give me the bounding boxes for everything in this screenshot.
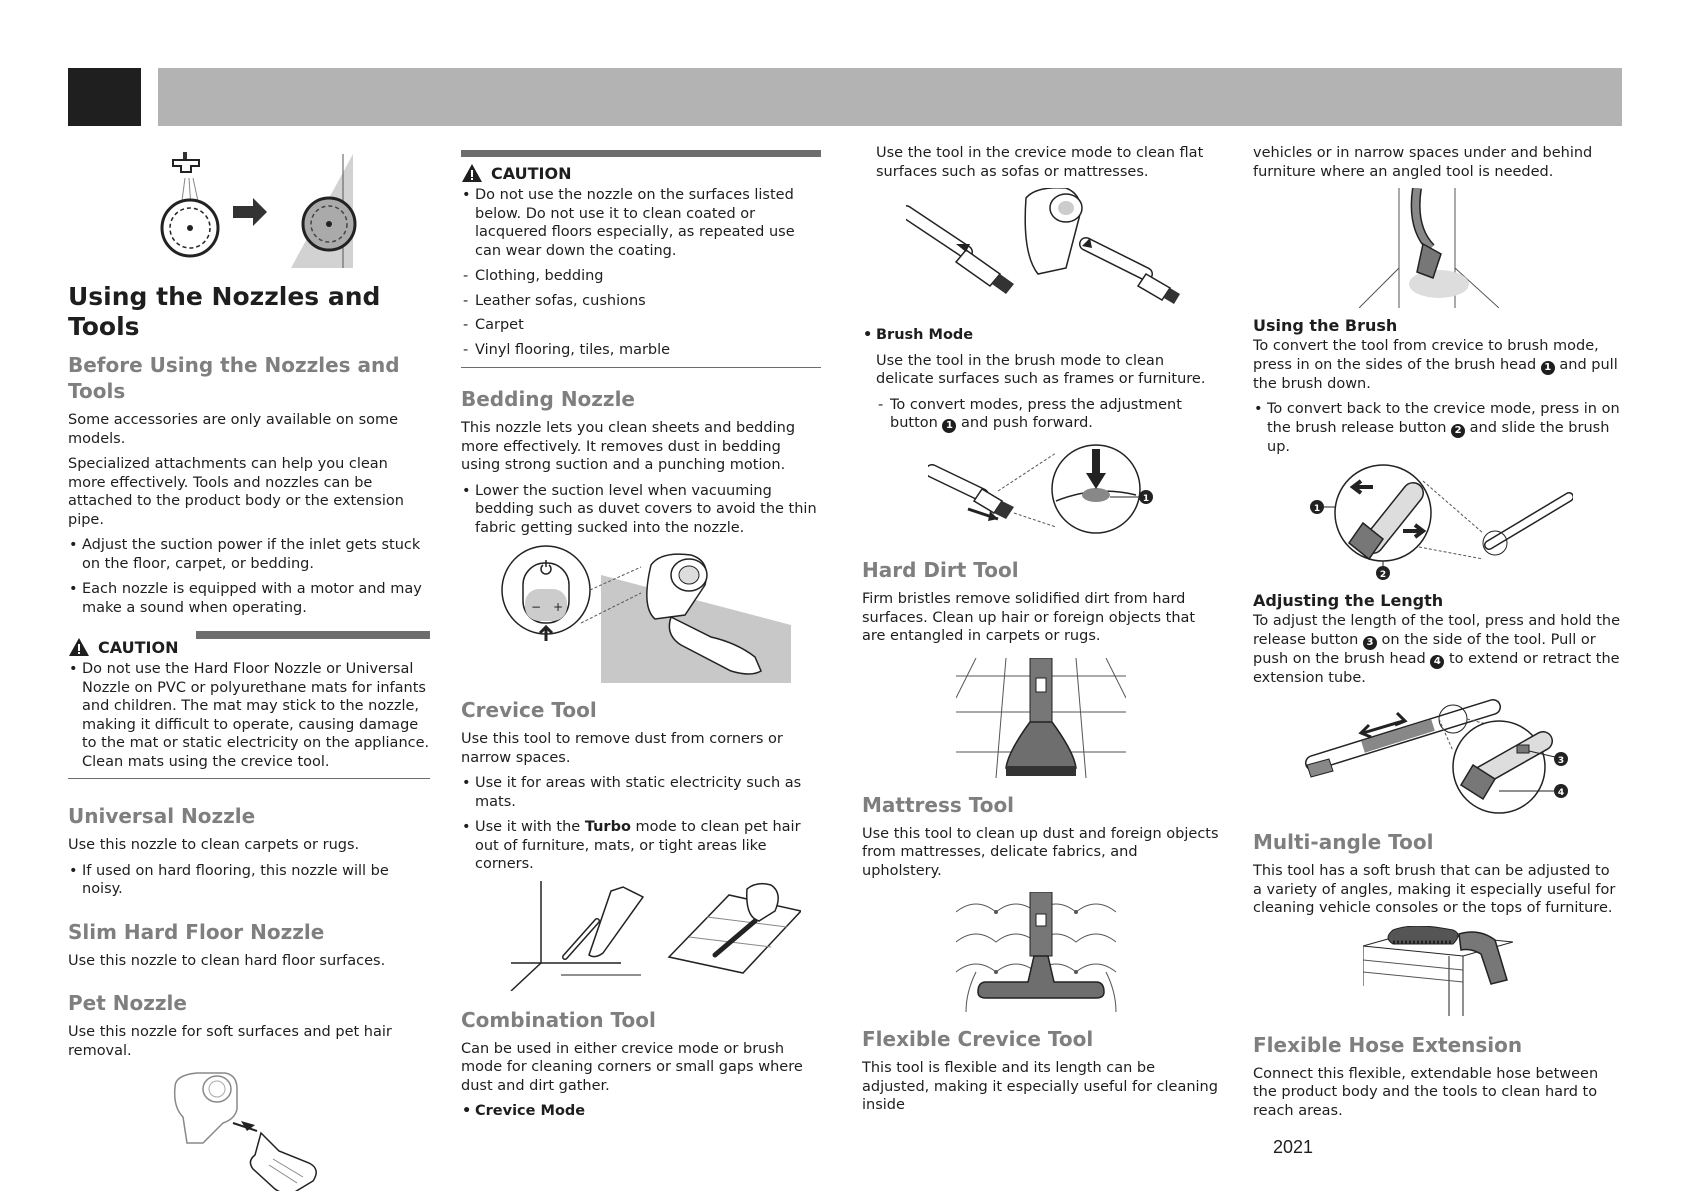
brush-convert-illustration bbox=[1303, 463, 1573, 581]
caution-text: • Do not use the Hard Floor Nozzle or Universal Nozzle on PVC or polyurethane mats for infants and children. The mat may stick to the nozzle, making it difficult to operate, causing damage to the mat or static electricity on the appliance. Clean mats using the crevice tool. bbox=[68, 660, 430, 771]
combination-crevice-illustration bbox=[906, 188, 1186, 318]
list-item: - Clothing, bedding bbox=[461, 267, 821, 286]
column-2 bbox=[461, 150, 821, 1128]
adjusting-length-p: To adjust the length of the tool, press and hold the release button 3 on the side of the tool. Pull or push on the brush head 4 to extend or retract the extension tube. bbox=[1253, 613, 1621, 686]
caution-box-1 bbox=[68, 631, 430, 779]
caution-label: CAUTION bbox=[98, 637, 179, 657]
hard-dirt-tool-heading: Hard Dirt Tool bbox=[862, 558, 1019, 582]
page-title: Using the Nozzles and Tools bbox=[68, 282, 381, 341]
fig-callout-1: 1 bbox=[1142, 494, 1150, 504]
wash-nozzle-illustration bbox=[123, 148, 383, 272]
header-black-block bbox=[68, 68, 141, 126]
universal-p: Use this nozzle to clean carpets or rugs. bbox=[68, 837, 360, 853]
adjust-length-illustration bbox=[1303, 695, 1573, 815]
list-item: - Carpet bbox=[461, 316, 821, 335]
callout-3-icon: 3 bbox=[1363, 636, 1377, 650]
using-brush-bullet: • To convert back to the crevice mode, press in on the brush release button 2 and slide the brush up. bbox=[1253, 400, 1623, 456]
caution-text: • Do not use the nozzle on the surfaces listed below. Do not use it to clean coated or lacquered floors especially, as repeated use can wear down the coating. bbox=[461, 186, 821, 260]
bedding-bullet: • Lower the suction level when vacuuming bedding such as duvet covers to avoid the thin fabric getting sucked into the nozzle. bbox=[461, 482, 821, 538]
crevice-mode-p: Use the tool in the crevice mode to clean flat surfaces such as sofas or mattresses. bbox=[876, 145, 1204, 180]
brush-mode-label: • Brush Mode bbox=[862, 326, 1220, 345]
callout-1-icon: 1 bbox=[1541, 361, 1555, 375]
combination-tool-heading: Combination Tool bbox=[461, 1007, 656, 1032]
header-gray-bar bbox=[158, 68, 1622, 126]
brush-mode-dash: - To convert modes, press the adjustment button 1 and push forward. bbox=[876, 396, 1220, 434]
using-the-brush-heading: Using the Brush bbox=[1253, 316, 1398, 335]
slim-hard-floor-heading: Slim Hard Floor Nozzle bbox=[68, 919, 325, 944]
svg-text:+: + bbox=[553, 600, 564, 614]
list-item: • Each nozzle is equipped with a motor and may make a sound when operating. bbox=[68, 580, 430, 617]
multi-angle-p: This tool has a soft brush that can be adjusted to a variety of angles, making it especially useful for cleaning vehicle consoles or the tops of furniture. bbox=[1253, 863, 1616, 916]
fig-callout-1: 1 bbox=[1313, 504, 1321, 514]
crevice-tool-heading: Crevice Tool bbox=[461, 698, 597, 722]
divider bbox=[68, 778, 430, 779]
fig-callout-4: 4 bbox=[1557, 788, 1565, 798]
universal-bullet: • If used on hard flooring, this nozzle will be noisy. bbox=[68, 862, 430, 899]
list-item: • Adjust the suction power if the inlet gets stuck on the floor, carpet, or bedding. bbox=[68, 536, 430, 573]
bedding-p: This nozzle lets you clean sheets and bedding more effectively. It removes dust in bedding using strong suction and a punching motion. bbox=[461, 420, 796, 473]
flexible-crevice-illustration bbox=[1359, 188, 1499, 308]
hard-dirt-tool-illustration bbox=[956, 658, 1126, 778]
crevice-p: Use this tool to remove dust from corners or narrow spaces. bbox=[461, 731, 783, 766]
crevice-tool-illustration bbox=[501, 881, 801, 991]
mattress-tool-heading: Mattress Tool bbox=[862, 792, 1015, 817]
divider bbox=[461, 367, 821, 368]
callout-4-icon: 4 bbox=[1430, 655, 1444, 669]
mattress-tool-illustration bbox=[956, 892, 1126, 1012]
pet-p: Use this nozzle for soft surfaces and pet hair removal. bbox=[68, 1024, 392, 1059]
mattress-p: Use this tool to clean up dust and foreign objects from mattresses, delicate fabrics, and upholstery. bbox=[862, 825, 1219, 879]
before-using-heading: Before Using the Nozzles and Tools bbox=[68, 353, 400, 403]
fig-callout-3: 3 bbox=[1557, 756, 1565, 766]
pet-nozzle-illustration bbox=[163, 1067, 333, 1191]
flexible-hose-extension-heading: Flexible Hose Extension bbox=[1253, 1032, 1523, 1057]
hard-dirt-p: Firm bristles remove solidified dirt from hard surfaces. Clean up hair or foreign objects that are entangled in carpets or rugs. bbox=[862, 591, 1196, 644]
warning-icon bbox=[461, 163, 483, 183]
before-p2: Specialized attachments can help you clean more effectively. Tools and nozzles can be attached to the product body or the extension pipe. bbox=[68, 456, 404, 528]
bedding-nozzle-heading: Bedding Nozzle bbox=[461, 387, 635, 411]
caution-label: CAUTION bbox=[491, 163, 572, 183]
multi-angle-tool-illustration bbox=[1363, 926, 1513, 1016]
callout-1-icon: 1 bbox=[942, 419, 956, 433]
flexible-crevice-tool-heading: Flexible Crevice Tool bbox=[862, 1027, 1094, 1051]
list-item: - Leather sofas, cushions bbox=[461, 292, 821, 311]
list-item: - Vinyl flooring, tiles, marble bbox=[461, 341, 821, 360]
flexible-crevice-cont-p: vehicles or in narrow spaces under and behind furniture where an angled tool is needed. bbox=[1253, 145, 1593, 180]
hose-p: Connect this flexible, extendable hose between the product body and the tools to clean hard to reach areas. bbox=[1253, 1065, 1599, 1119]
multi-angle-tool-heading: Multi-angle Tool bbox=[1253, 830, 1434, 854]
flexible-crevice-p: This tool is flexible and its length can be adjusted, making it especially useful for cleaning inside bbox=[862, 1060, 1218, 1113]
caution-box-2 bbox=[461, 150, 821, 368]
adjusting-the-length-heading: Adjusting the Length bbox=[1253, 591, 1444, 610]
callout-2-icon: 2 bbox=[1451, 424, 1465, 438]
turbo-mode-label: Turbo bbox=[584, 819, 631, 835]
universal-nozzle-heading: Universal Nozzle bbox=[68, 804, 256, 828]
surface-list bbox=[461, 267, 821, 359]
fig-callout-2: 2 bbox=[1379, 570, 1387, 580]
combination-p: Can be used in either crevice mode or brush mode for cleaning corners or small gaps where dust and dirt gather. bbox=[461, 1040, 803, 1094]
page-number: 2021 bbox=[1273, 1137, 1314, 1157]
crevice-bullet-2: • Use it with the Turbo mode to clean pet hair out of furniture, mats, or tight areas like corners. bbox=[461, 818, 821, 874]
bedding-nozzle-illustration bbox=[501, 545, 791, 685]
before-p1: Some accessories are only available on some models. bbox=[68, 412, 399, 447]
using-brush-p: To convert the tool from crevice to brush mode, press in on the sides of the brush head 1 and pull the brush down. bbox=[1253, 338, 1618, 392]
before-bullet-list bbox=[68, 536, 430, 617]
column-1 bbox=[68, 144, 430, 1191]
column-4 bbox=[1253, 144, 1623, 1127]
pet-nozzle-heading: Pet Nozzle bbox=[68, 991, 187, 1015]
column-3 bbox=[862, 144, 1220, 1122]
crevice-bullet-1: • Use it for areas with static electricity such as mats. bbox=[461, 774, 821, 811]
warning-icon bbox=[68, 637, 90, 657]
brush-mode-p: Use the tool in the brush mode to clean delicate surfaces such as frames or furniture. bbox=[876, 352, 1206, 387]
crevice-mode-label: • Crevice Mode bbox=[461, 1102, 821, 1121]
slim-p: Use this nozzle to clean hard floor surfaces. bbox=[68, 952, 386, 969]
brush-mode-illustration bbox=[928, 441, 1158, 541]
svg-text:−: − bbox=[531, 600, 542, 614]
